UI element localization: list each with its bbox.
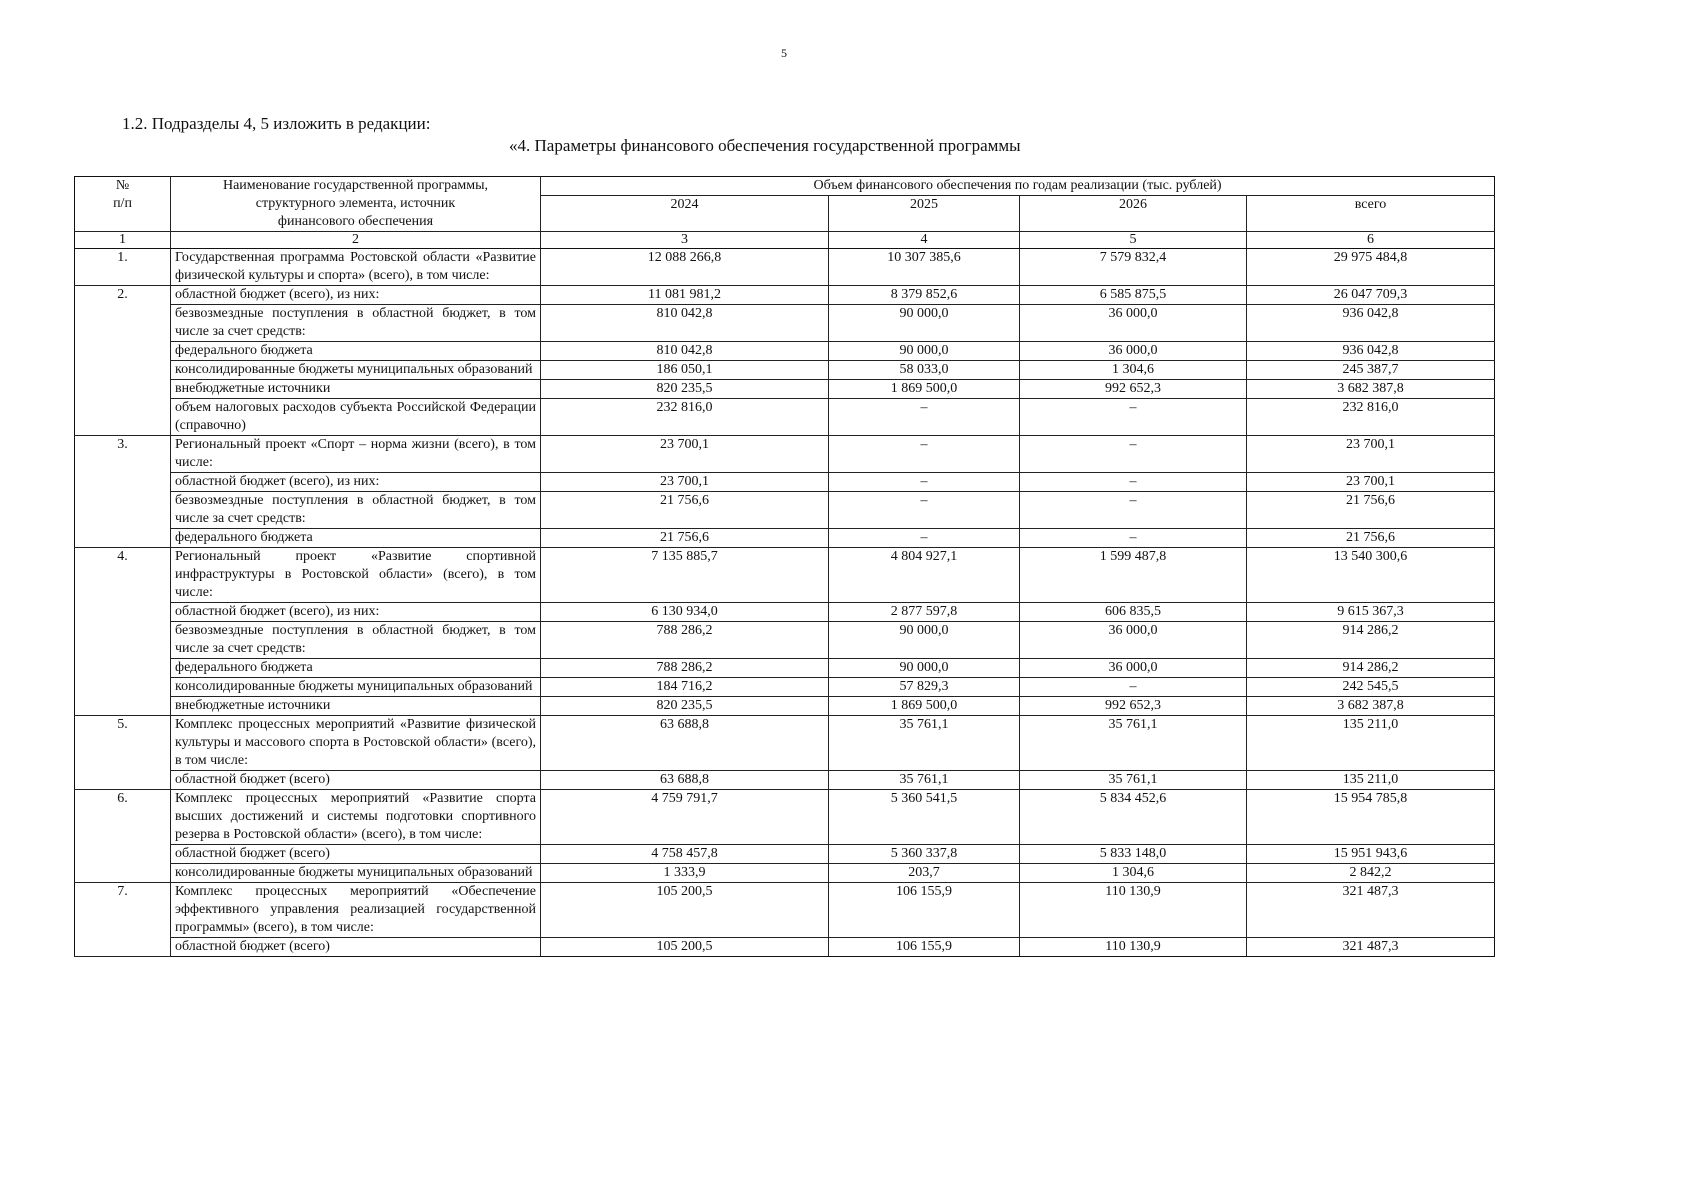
row-name: федерального бюджета: [171, 342, 541, 361]
row-value: –: [829, 492, 1020, 529]
row-value: 2 877 597,8: [829, 603, 1020, 622]
row-value: 15 954 785,8: [1247, 790, 1495, 845]
row-value: 788 286,2: [541, 622, 829, 659]
row-number: 1.: [75, 249, 171, 286]
row-value: 36 000,0: [1020, 305, 1247, 342]
row-value: 7 135 885,7: [541, 548, 829, 603]
table-row: [75, 305, 1495, 342]
row-value: 135 211,0: [1247, 771, 1495, 790]
row-value: 4 804 927,1: [829, 548, 1020, 603]
row-value: 13 540 300,6: [1247, 548, 1495, 603]
row-value: 1 599 487,8: [1020, 548, 1247, 603]
row-name: Региональный проект «Спорт – норма жизни (всего), в том числе:: [171, 436, 541, 473]
row-value: 135 211,0: [1247, 716, 1495, 771]
row-number: 2.: [75, 286, 171, 436]
row-value: 35 761,1: [829, 716, 1020, 771]
row-value: 232 816,0: [541, 399, 829, 436]
row-value: 2 842,2: [1247, 864, 1495, 883]
row-value: 36 000,0: [1020, 622, 1247, 659]
row-value: 58 033,0: [829, 361, 1020, 380]
header-year-2026: 2026: [1020, 196, 1247, 232]
row-value: 606 835,5: [1020, 603, 1247, 622]
table-row: [75, 249, 1495, 286]
table-row: [75, 473, 1495, 492]
table-row: [75, 342, 1495, 361]
row-value: 810 042,8: [541, 342, 829, 361]
row-value: 1 333,9: [541, 864, 829, 883]
row-value: 3 682 387,8: [1247, 697, 1495, 716]
row-value: –: [1020, 678, 1247, 697]
row-value: 4 759 791,7: [541, 790, 829, 845]
col-number: 4: [829, 232, 1020, 249]
row-value: 788 286,2: [541, 659, 829, 678]
row-value: –: [1020, 492, 1247, 529]
row-value: 15 951 943,6: [1247, 845, 1495, 864]
row-name: областной бюджет (всего), из них:: [171, 286, 541, 305]
row-value: 321 487,3: [1247, 938, 1495, 957]
col-number: 5: [1020, 232, 1247, 249]
row-value: 5 834 452,6: [1020, 790, 1247, 845]
table-row: [75, 864, 1495, 883]
section-title: «4. Параметры финансового обеспечения государственной программы: [509, 136, 1021, 155]
row-value: 36 000,0: [1020, 342, 1247, 361]
row-number: 5.: [75, 716, 171, 790]
row-name: Региональный проект «Развитие спортивной инфраструктуры в Ростовской области» (всего), в том числе:: [171, 548, 541, 603]
row-value: 914 286,2: [1247, 659, 1495, 678]
row-value: 8 379 852,6: [829, 286, 1020, 305]
table-row: [75, 659, 1495, 678]
row-value: 992 652,3: [1020, 697, 1247, 716]
row-value: 26 047 709,3: [1247, 286, 1495, 305]
row-value: 5 833 148,0: [1020, 845, 1247, 864]
row-name: безвозмездные поступления в областной бюджет, в том числе за счет средств:: [171, 305, 541, 342]
row-value: 35 761,1: [829, 771, 1020, 790]
table-row: [75, 286, 1495, 305]
row-value: 90 000,0: [829, 659, 1020, 678]
row-name: внебюджетные источники: [171, 380, 541, 399]
row-value: 21 756,6: [1247, 492, 1495, 529]
row-value: 21 756,6: [541, 492, 829, 529]
header-volume: Объем финансового обеспечения по годам реализации (тыс. рублей): [541, 177, 1495, 196]
row-value: 35 761,1: [1020, 716, 1247, 771]
row-value: 10 307 385,6: [829, 249, 1020, 286]
header-year-2025: 2025: [829, 196, 1020, 232]
row-value: –: [1020, 529, 1247, 548]
row-value: 105 200,5: [541, 883, 829, 938]
row-value: 35 761,1: [1020, 771, 1247, 790]
row-value: 105 200,5: [541, 938, 829, 957]
row-value: 106 155,9: [829, 938, 1020, 957]
row-value: –: [1020, 436, 1247, 473]
header-year-2024: 2024: [541, 196, 829, 232]
row-name: Комплекс процессных мероприятий «Обеспечение эффективного управления реализацией государственной программы» (всего), в том числе:: [171, 883, 541, 938]
row-value: 245 387,7: [1247, 361, 1495, 380]
row-name: Комплекс процессных мероприятий «Развитие спорта высших достижений и системы подготовки спортивного резерва в Ростовской области» (всего), в том числе:: [171, 790, 541, 845]
row-name: областной бюджет (всего): [171, 938, 541, 957]
row-value: 90 000,0: [829, 342, 1020, 361]
row-name: областной бюджет (всего), из них:: [171, 603, 541, 622]
row-value: 242 545,5: [1247, 678, 1495, 697]
row-value: 23 700,1: [541, 436, 829, 473]
col-number: 2: [171, 232, 541, 249]
row-number: 3.: [75, 436, 171, 548]
row-value: 3 682 387,8: [1247, 380, 1495, 399]
row-value: 36 000,0: [1020, 659, 1247, 678]
row-value: –: [829, 529, 1020, 548]
table-row: [75, 697, 1495, 716]
row-value: 1 304,6: [1020, 361, 1247, 380]
row-value: 1 869 500,0: [829, 697, 1020, 716]
row-value: 6 585 875,5: [1020, 286, 1247, 305]
row-value: 1 869 500,0: [829, 380, 1020, 399]
table-row: [75, 771, 1495, 790]
row-name: областной бюджет (всего): [171, 845, 541, 864]
row-value: 110 130,9: [1020, 883, 1247, 938]
page-number: 5: [781, 46, 787, 60]
table-row: [75, 492, 1495, 529]
col-number: 6: [1247, 232, 1495, 249]
row-value: –: [1020, 399, 1247, 436]
table-row: [75, 883, 1495, 938]
table-row: [75, 790, 1495, 845]
col-number: 3: [541, 232, 829, 249]
row-value: –: [829, 436, 1020, 473]
row-name: объем налоговых расходов субъекта Российской Федерации (справочно): [171, 399, 541, 436]
row-name: областной бюджет (всего): [171, 771, 541, 790]
row-value: 820 235,5: [541, 697, 829, 716]
header-total: всего: [1247, 196, 1495, 232]
row-value: 106 155,9: [829, 883, 1020, 938]
header-num: № п/п: [75, 177, 171, 232]
row-value: 12 088 266,8: [541, 249, 829, 286]
row-number: 4.: [75, 548, 171, 716]
row-value: 820 235,5: [541, 380, 829, 399]
row-name: Государственная программа Ростовской области «Развитие физической культуры и спорта» (всего), в том числе:: [171, 249, 541, 286]
row-name: консолидированные бюджеты муниципальных образований: [171, 678, 541, 697]
row-value: 936 042,8: [1247, 342, 1495, 361]
row-name: консолидированные бюджеты муниципальных образований: [171, 361, 541, 380]
row-value: 4 758 457,8: [541, 845, 829, 864]
row-number: 7.: [75, 883, 171, 957]
row-value: 914 286,2: [1247, 622, 1495, 659]
row-name: безвозмездные поступления в областной бюджет, в том числе за счет средств:: [171, 622, 541, 659]
row-value: 186 050,1: [541, 361, 829, 380]
row-name: федерального бюджета: [171, 529, 541, 548]
row-value: 23 700,1: [541, 473, 829, 492]
row-value: 29 975 484,8: [1247, 249, 1495, 286]
row-value: 23 700,1: [1247, 473, 1495, 492]
table-row: [75, 529, 1495, 548]
intro-text: 1.2. Подразделы 4, 5 изложить в редакции:: [122, 114, 431, 133]
row-value: 7 579 832,4: [1020, 249, 1247, 286]
row-value: 5 360 541,5: [829, 790, 1020, 845]
header-name: Наименование государственной программы, структурного элемента, источник финансового обеспечения: [171, 177, 541, 232]
row-value: 232 816,0: [1247, 399, 1495, 436]
table-row: [75, 548, 1495, 603]
row-value: 9 615 367,3: [1247, 603, 1495, 622]
row-value: 63 688,8: [541, 716, 829, 771]
row-name: безвозмездные поступления в областной бюджет, в том числе за счет средств:: [171, 492, 541, 529]
row-value: –: [1020, 473, 1247, 492]
table-row: [75, 716, 1495, 771]
row-value: 184 716,2: [541, 678, 829, 697]
table-row: [75, 603, 1495, 622]
row-value: 936 042,8: [1247, 305, 1495, 342]
row-value: 203,7: [829, 864, 1020, 883]
row-name: консолидированные бюджеты муниципальных образований: [171, 864, 541, 883]
row-name: областной бюджет (всего), из них:: [171, 473, 541, 492]
row-value: 992 652,3: [1020, 380, 1247, 399]
row-value: 321 487,3: [1247, 883, 1495, 938]
row-value: –: [829, 399, 1020, 436]
row-value: –: [829, 473, 1020, 492]
row-name: федерального бюджета: [171, 659, 541, 678]
row-value: 90 000,0: [829, 622, 1020, 659]
table-row: [75, 436, 1495, 473]
table-row: [75, 622, 1495, 659]
row-name: Комплекс процессных мероприятий «Развитие физической культуры и массового спорта в Ростовской области» (всего), в том числе:: [171, 716, 541, 771]
table-row: [75, 938, 1495, 957]
table-row: [75, 361, 1495, 380]
table-row: [75, 380, 1495, 399]
row-value: 11 081 981,2: [541, 286, 829, 305]
row-value: 23 700,1: [1247, 436, 1495, 473]
row-value: 90 000,0: [829, 305, 1020, 342]
row-value: 810 042,8: [541, 305, 829, 342]
row-value: 1 304,6: [1020, 864, 1247, 883]
row-value: 110 130,9: [1020, 938, 1247, 957]
table-row: [75, 678, 1495, 697]
row-value: 21 756,6: [541, 529, 829, 548]
row-value: 63 688,8: [541, 771, 829, 790]
row-number: 6.: [75, 790, 171, 883]
table-row: [75, 845, 1495, 864]
row-name: внебюджетные источники: [171, 697, 541, 716]
row-value: 57 829,3: [829, 678, 1020, 697]
table-row: [75, 399, 1495, 436]
row-value: 21 756,6: [1247, 529, 1495, 548]
row-value: 6 130 934,0: [541, 603, 829, 622]
row-value: 5 360 337,8: [829, 845, 1020, 864]
financing-table: [74, 176, 1495, 957]
col-number: 1: [75, 232, 171, 249]
